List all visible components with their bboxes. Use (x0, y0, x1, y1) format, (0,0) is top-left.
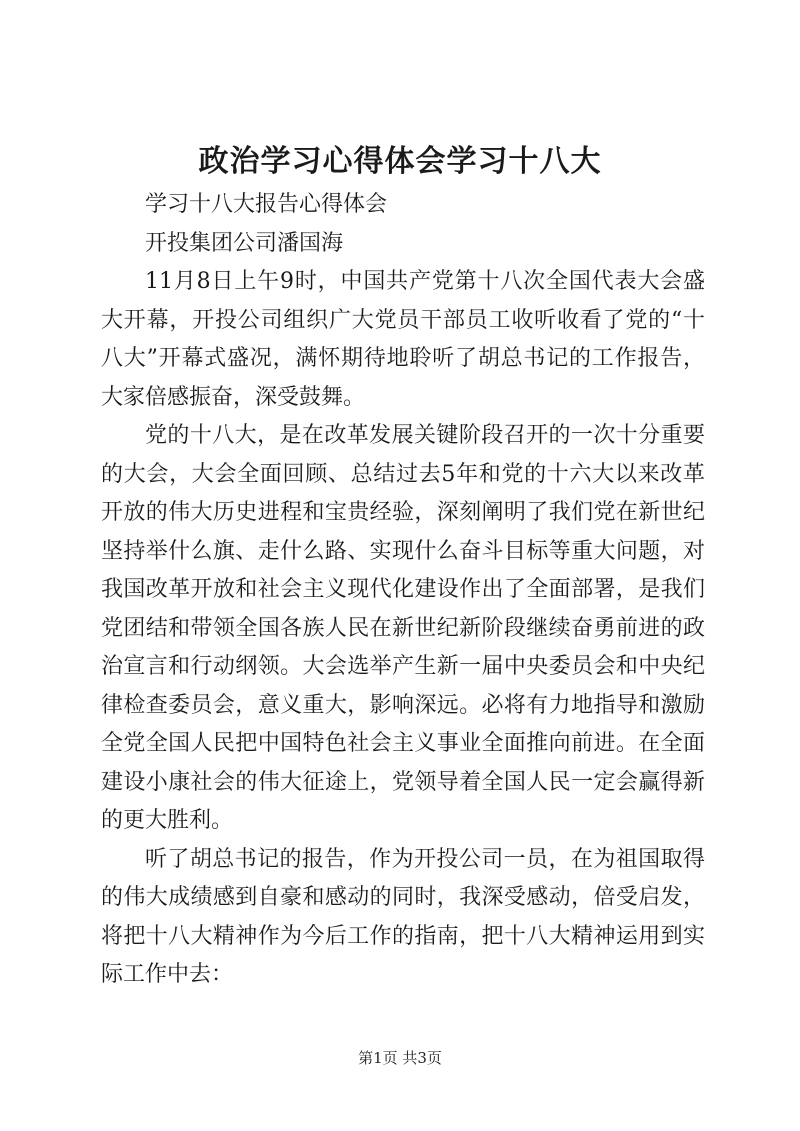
document-title: 政治学习心得体会学习十八大 (198, 144, 602, 179)
document-body (101, 186, 705, 995)
body-paragraph: 11月8日上午9时，中国共产党第十八次全国代表大会盛大开幕，开投公司组织广大党员干部员工收听收看了党的“十八大”开幕式盛况，满怀期待地聆听了胡总书记的工作报告，大家倍感振奋，深受鼓舞。 (101, 269, 705, 410)
subtitle-line: 学习十八大报告心得体会 (145, 192, 388, 217)
page-number-footer: 第1页 共3页 (358, 1049, 442, 1067)
body-paragraph: 党的十八大，是在改革发展关键阶段召开的一次十分重要的大会，大会全面回顾、总结过去5年和党的十六大以来改革开放的伟大历史进程和宝贵经验，深刻阐明了我们党在新世纪坚持举什么旗、走什么路、实现什么奋斗目标等重大问题，对我国改革开放和社会主义现代化建设作出了全面部署，是我们党团结和带领全国各族人民在新世纪新阶段继续奋勇前进的政治宣言和行动纲领。大会选举产生新一届中央委员会和中央纪律检查委员会，意义重大，影响深远。必将有力地指导和激励全党全国人民把中国特色社会主义事业全面推向前进。在全面建设小康社会的伟大征途上，党领导着全国人民一定会赢得新的更大胜利。 (101, 423, 705, 833)
body-paragraph: 听了胡总书记的报告，作为开投公司一员，在为祖国取得的伟大成绩感到自豪和感动的同时，我深受感动，倍受启发，将把十八大精神作为今后工作的指南，把十八大精神运用到实际工作中去： (101, 846, 705, 987)
author-line: 开投集团公司潘国海 (145, 230, 344, 256)
